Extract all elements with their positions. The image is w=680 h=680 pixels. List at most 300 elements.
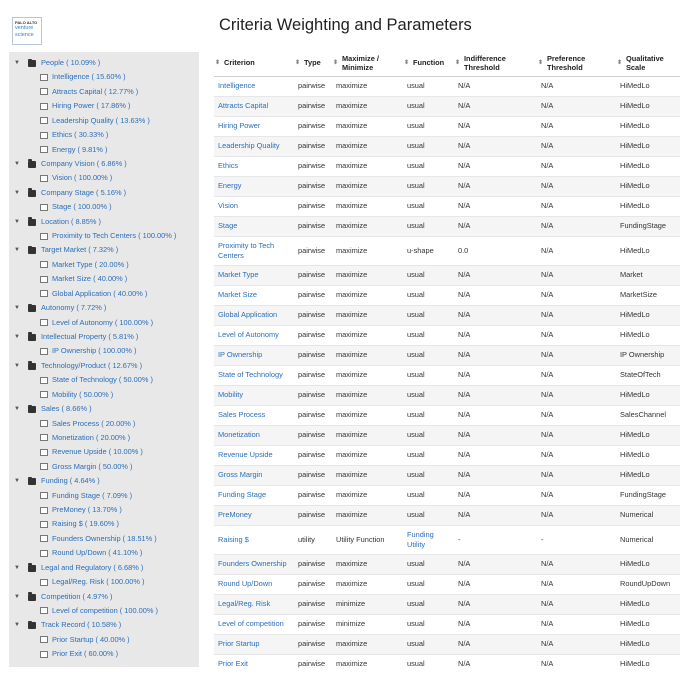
table-cell: N/A xyxy=(537,654,616,674)
table-cell: pairwise xyxy=(294,654,332,674)
table-cell: IP Ownership xyxy=(616,345,680,365)
tree-group-label[interactable]: Technology/Product ( 12.67% ) xyxy=(41,360,143,370)
table-cell: usual xyxy=(403,405,454,425)
table-cell: N/A xyxy=(537,156,616,176)
column-header-label: Indifference Threshold xyxy=(464,53,506,72)
table-cell: pairwise xyxy=(294,236,332,265)
table-cell: usual xyxy=(403,136,454,156)
table-cell: pairwise xyxy=(294,505,332,525)
table-cell: usual xyxy=(403,76,454,96)
page-title: Criteria Weighting and Parameters xyxy=(219,16,472,34)
tree-item-label[interactable]: Round Up/Down ( 41.10% ) xyxy=(52,548,143,558)
table-cell: N/A xyxy=(537,236,616,265)
criterion-link[interactable]: Level of Autonomy xyxy=(214,325,294,345)
table-cell: usual xyxy=(403,554,454,574)
column-header[interactable] xyxy=(454,50,537,76)
table-cell: usual xyxy=(403,594,454,614)
sort-icon[interactable]: ⬍ xyxy=(404,60,410,66)
table-row xyxy=(214,614,680,634)
table-cell: pairwise xyxy=(294,325,332,345)
table-row xyxy=(214,156,680,176)
table-cell: pairwise xyxy=(294,465,332,485)
table-row xyxy=(214,594,680,614)
collapse-arrow-icon[interactable]: ▼ xyxy=(14,189,20,196)
column-header[interactable] xyxy=(537,50,616,76)
tree-item-label[interactable]: Ethics ( 30.33% ) xyxy=(52,130,109,140)
document-icon xyxy=(40,290,48,297)
table-cell: N/A xyxy=(537,285,616,305)
table-cell: usual xyxy=(403,654,454,674)
criterion-link[interactable]: Attracts Capital xyxy=(214,96,294,116)
tree-item-label[interactable]: Revenue Upside ( 10.00% ) xyxy=(52,447,143,457)
table-cell: pairwise xyxy=(294,614,332,634)
table-cell: N/A xyxy=(454,196,537,216)
collapse-arrow-icon[interactable]: ▼ xyxy=(14,60,20,66)
document-icon xyxy=(40,507,48,514)
table-cell: usual xyxy=(403,505,454,525)
table-row xyxy=(214,554,680,574)
criterion-link[interactable]: State of Technology xyxy=(214,365,294,385)
table-cell: pairwise xyxy=(294,305,332,325)
table-cell: maximize xyxy=(332,156,403,176)
table-cell: usual xyxy=(403,265,454,285)
tree-group-label[interactable]: Legal and Regulatory ( 6.68% ) xyxy=(41,562,144,572)
table-cell: N/A xyxy=(537,136,616,156)
table-cell: N/A xyxy=(454,505,537,525)
criterion-link[interactable]: Proximity to Tech Centers xyxy=(214,236,294,265)
tree-item-label[interactable]: Founders Ownership ( 18.51% ) xyxy=(52,533,157,543)
tree-item-label[interactable]: Leadership Quality ( 13.63% ) xyxy=(52,115,150,125)
tree-item-label[interactable]: Vision ( 100.00% ) xyxy=(52,173,113,183)
criterion-link[interactable]: Global Application xyxy=(214,305,294,325)
table-cell: N/A xyxy=(454,265,537,285)
table-cell: maximize xyxy=(332,345,403,365)
criterion-link[interactable]: Market Type xyxy=(214,265,294,285)
tree-item-label[interactable]: State of Technology ( 50.00% ) xyxy=(52,375,153,385)
document-icon xyxy=(40,579,48,586)
table-cell: pairwise xyxy=(294,594,332,614)
collapse-arrow-icon[interactable]: ▼ xyxy=(14,218,20,225)
table-cell: usual xyxy=(403,285,454,305)
collapse-arrow-icon[interactable]: ▼ xyxy=(14,247,20,254)
tree-item-label[interactable]: Intelligence ( 15.60% ) xyxy=(52,72,126,82)
table-cell: pairwise xyxy=(294,156,332,176)
table-cell: pairwise xyxy=(294,365,332,385)
criterion-link[interactable]: IP Ownership xyxy=(214,345,294,365)
table-cell: usual xyxy=(403,116,454,136)
tree-item-label[interactable]: Legal/Reg. Risk ( 100.00% ) xyxy=(52,577,145,587)
table-header-row xyxy=(214,50,680,76)
table-cell: maximize xyxy=(332,485,403,505)
table-cell: N/A xyxy=(537,116,616,136)
table-cell: maximize xyxy=(332,216,403,236)
folder-icon xyxy=(28,594,36,601)
logo-line-2: venture xyxy=(15,25,34,31)
table-cell: HiMedLo xyxy=(616,465,680,485)
folder-icon xyxy=(28,565,36,572)
sort-icon[interactable]: ⬍ xyxy=(617,60,623,66)
criterion-link[interactable]: Level of competition xyxy=(214,614,294,634)
criterion-link[interactable]: Leadership Quality xyxy=(214,136,294,156)
table-cell: N/A xyxy=(537,305,616,325)
table-cell: SalesChannel xyxy=(616,405,680,425)
table-cell: pairwise xyxy=(294,485,332,505)
document-icon xyxy=(40,636,48,643)
table-cell: FundingStage xyxy=(616,216,680,236)
sort-icon[interactable]: ⬍ xyxy=(215,60,221,66)
criterion-link[interactable]: Vision xyxy=(214,196,294,216)
table-row xyxy=(214,116,680,136)
table-cell: usual xyxy=(403,96,454,116)
criterion-link[interactable]: Sales Process xyxy=(214,405,294,425)
criteria-tree xyxy=(9,52,199,667)
document-icon xyxy=(40,492,48,499)
tree-item-label[interactable]: Market Type ( 20.00% ) xyxy=(52,259,129,269)
document-icon xyxy=(40,607,48,614)
table-cell: pairwise xyxy=(294,116,332,136)
tree-item-label[interactable]: Level of Autonomy ( 100.00% ) xyxy=(52,317,154,327)
table-cell: pairwise xyxy=(294,176,332,196)
table-cell: HiMedLo xyxy=(616,385,680,405)
criterion-link[interactable]: Market Size xyxy=(214,285,294,305)
table-cell: N/A xyxy=(537,76,616,96)
table-cell: maximize xyxy=(332,405,403,425)
tree-group-label[interactable]: Location ( 8.85% ) xyxy=(41,216,101,226)
folder-icon xyxy=(28,334,36,341)
table-cell: Market xyxy=(616,265,680,285)
criterion-link[interactable]: Intelligence xyxy=(214,76,294,96)
table-cell: usual xyxy=(403,485,454,505)
table-cell: maximize xyxy=(332,236,403,265)
document-icon xyxy=(40,319,48,326)
criterion-link[interactable]: Hiring Power xyxy=(214,116,294,136)
table-cell: N/A xyxy=(537,634,616,654)
table-row xyxy=(214,136,680,156)
table-cell: N/A xyxy=(454,176,537,196)
table-row xyxy=(214,305,680,325)
tree-group-label[interactable]: Target Market ( 7.32% ) xyxy=(41,245,119,255)
table-row xyxy=(214,76,680,96)
table-cell: N/A xyxy=(537,176,616,196)
tree-group-label[interactable]: Funding ( 4.64% ) xyxy=(41,476,100,486)
table-cell: N/A xyxy=(537,554,616,574)
table-row xyxy=(214,485,680,505)
document-icon xyxy=(40,348,48,355)
document-icon xyxy=(40,521,48,528)
table-cell: N/A xyxy=(454,485,537,505)
table-row xyxy=(214,325,680,345)
table-cell: pairwise xyxy=(294,285,332,305)
tree-group-label[interactable]: Track Record ( 10.58% ) xyxy=(41,620,122,630)
criterion-link[interactable]: Raising $ xyxy=(214,525,294,554)
criterion-link[interactable]: Legal/Reg. Risk xyxy=(214,594,294,614)
table-cell: pairwise xyxy=(294,634,332,654)
table-cell: N/A xyxy=(454,405,537,425)
column-header[interactable] xyxy=(294,50,332,76)
table-cell: N/A xyxy=(454,554,537,574)
collapse-arrow-icon[interactable]: ▼ xyxy=(14,564,20,571)
tree-item-label[interactable]: Gross Margin ( 50.00% ) xyxy=(52,461,133,471)
table-row xyxy=(214,96,680,116)
table-cell: pairwise xyxy=(294,425,332,445)
table-cell: HiMedLo xyxy=(616,136,680,156)
table-cell: N/A xyxy=(454,365,537,385)
document-icon xyxy=(40,233,48,240)
document-icon xyxy=(40,117,48,124)
tree-group-label[interactable]: Competition ( 4.97% ) xyxy=(41,591,113,601)
criterion-link[interactable]: Round Up/Down xyxy=(214,574,294,594)
table-cell: N/A xyxy=(454,285,537,305)
criterion-link[interactable]: Founders Ownership xyxy=(214,554,294,574)
collapse-arrow-icon[interactable]: ▼ xyxy=(14,362,20,369)
tree-item-label[interactable]: Mobility ( 50.00% ) xyxy=(52,389,114,399)
tree-item-label[interactable]: Monetization ( 20.00% ) xyxy=(52,432,131,442)
table-row xyxy=(214,465,680,485)
table-cell: N/A xyxy=(537,96,616,116)
collapse-arrow-icon[interactable]: ▼ xyxy=(14,622,20,629)
table-cell: maximize xyxy=(332,445,403,465)
document-icon xyxy=(40,175,48,182)
table-cell: maximize xyxy=(332,365,403,385)
document-icon xyxy=(40,391,48,398)
table-cell: N/A xyxy=(454,594,537,614)
folder-icon xyxy=(28,406,36,413)
tree-group-label[interactable]: Sales ( 8.66% ) xyxy=(41,404,92,414)
collapse-arrow-icon[interactable]: ▼ xyxy=(14,305,20,312)
table-cell: maximize xyxy=(332,325,403,345)
table-row xyxy=(214,634,680,654)
table-cell: maximize xyxy=(332,425,403,445)
table-cell: N/A xyxy=(537,614,616,634)
table-cell: Numerical xyxy=(616,505,680,525)
tree-item-label[interactable]: IP Ownership ( 100.00% ) xyxy=(52,346,137,356)
tree-item-label[interactable]: Level of competition ( 100.00% ) xyxy=(52,605,158,615)
table-cell: HiMedLo xyxy=(616,654,680,674)
criterion-link[interactable]: Prior Startup xyxy=(214,634,294,654)
table-cell: RoundUpDown xyxy=(616,574,680,594)
criterion-link[interactable]: Stage xyxy=(214,216,294,236)
tree-group-label[interactable]: Autonomy ( 7.72% ) xyxy=(41,303,107,313)
table-cell: N/A xyxy=(454,76,537,96)
document-icon xyxy=(40,535,48,542)
table-cell: N/A xyxy=(537,574,616,594)
document-icon xyxy=(40,276,48,283)
table-cell: N/A xyxy=(537,345,616,365)
column-header-label: Preference Threshold xyxy=(547,53,586,72)
tree-item-label[interactable]: Funding Stage ( 7.09% ) xyxy=(52,490,133,500)
table-cell: usual xyxy=(403,305,454,325)
column-header[interactable] xyxy=(332,50,403,76)
tree-item-label[interactable]: Global Application ( 40.00% ) xyxy=(52,288,148,298)
column-header[interactable] xyxy=(214,50,294,76)
table-cell: usual xyxy=(403,634,454,654)
table-cell: usual xyxy=(403,445,454,465)
criterion-link[interactable]: Revenue Upside xyxy=(214,445,294,465)
table-cell: usual xyxy=(403,176,454,196)
table-row xyxy=(214,365,680,385)
table-cell: N/A xyxy=(537,216,616,236)
collapse-arrow-icon[interactable]: ▼ xyxy=(14,593,20,600)
table-cell: N/A xyxy=(454,116,537,136)
table-cell: N/A xyxy=(454,425,537,445)
document-icon xyxy=(40,463,48,470)
table-cell: N/A xyxy=(537,365,616,385)
logo xyxy=(12,17,42,45)
table-cell: HiMedLo xyxy=(616,305,680,325)
criterion-link[interactable]: Mobility xyxy=(214,385,294,405)
tree-item-label[interactable]: Sales Process ( 20.00% ) xyxy=(52,418,136,428)
document-icon xyxy=(40,146,48,153)
table-cell: N/A xyxy=(537,325,616,345)
tree-item-label[interactable]: Attracts Capital ( 12.77% ) xyxy=(52,86,139,96)
tree-item-label[interactable]: Market Size ( 40.00% ) xyxy=(52,274,128,284)
column-header[interactable] xyxy=(403,50,454,76)
tree-item-label[interactable]: Raising $ ( 19.60% ) xyxy=(52,519,119,529)
table-cell: minimize xyxy=(332,594,403,614)
table-cell: maximize xyxy=(332,176,403,196)
table-row xyxy=(214,505,680,525)
table-cell: maximize xyxy=(332,116,403,136)
table-row xyxy=(214,176,680,196)
table-cell: N/A xyxy=(454,614,537,634)
folder-icon xyxy=(28,190,36,197)
table-cell: maximize xyxy=(332,285,403,305)
table-cell: MarketSize xyxy=(616,285,680,305)
table-body xyxy=(214,76,680,674)
table-cell: maximize xyxy=(332,574,403,594)
document-icon xyxy=(40,88,48,95)
document-icon xyxy=(40,103,48,110)
document-icon xyxy=(40,261,48,268)
column-header-label: Type xyxy=(304,58,321,68)
document-icon xyxy=(40,377,48,384)
table-cell: HiMedLo xyxy=(616,425,680,445)
table-cell: maximize xyxy=(332,554,403,574)
table-cell: usual xyxy=(403,325,454,345)
table-cell: maximize xyxy=(332,136,403,156)
column-header-label: Maximize / Minimize xyxy=(342,53,379,72)
table-cell: u-shape xyxy=(403,236,454,265)
table-cell: pairwise xyxy=(294,196,332,216)
folder-icon xyxy=(28,219,36,226)
collapse-arrow-icon[interactable]: ▼ xyxy=(14,406,20,413)
collapse-arrow-icon[interactable]: ▼ xyxy=(14,333,20,340)
table-cell: maximize xyxy=(332,265,403,285)
tree-group-label[interactable]: Company Vision ( 6.86% ) xyxy=(41,158,127,168)
criteria-table-wrap xyxy=(214,50,680,674)
table-cell: pairwise xyxy=(294,405,332,425)
table-cell: StateOfTech xyxy=(616,365,680,385)
table-cell: N/A xyxy=(454,156,537,176)
sort-icon[interactable]: ⬍ xyxy=(295,60,301,66)
tree-group-label[interactable]: Company Stage ( 5.16% ) xyxy=(41,187,127,197)
document-icon xyxy=(40,132,48,139)
table-cell: N/A xyxy=(454,345,537,365)
table-cell: N/A xyxy=(454,96,537,116)
tree-item-label[interactable]: Prior Startup ( 40.00% ) xyxy=(52,634,130,644)
table-cell: usual xyxy=(403,156,454,176)
collapse-arrow-icon[interactable]: ▼ xyxy=(14,478,20,485)
table-row xyxy=(214,216,680,236)
table-cell: usual xyxy=(403,614,454,634)
table-row xyxy=(214,405,680,425)
document-icon xyxy=(40,74,48,81)
criterion-link[interactable]: Gross Margin xyxy=(214,465,294,485)
table-cell: maximize xyxy=(332,385,403,405)
criterion-link[interactable]: Energy xyxy=(214,176,294,196)
table-cell: usual xyxy=(403,196,454,216)
function-link[interactable]: Funding Utility xyxy=(403,525,454,554)
document-icon xyxy=(40,651,48,658)
table-cell: N/A xyxy=(537,505,616,525)
criterion-link[interactable]: Ethics xyxy=(214,156,294,176)
table-cell: pairwise xyxy=(294,385,332,405)
sort-icon[interactable]: ⬍ xyxy=(455,60,461,66)
table-cell: pairwise xyxy=(294,216,332,236)
table-cell: HiMedLo xyxy=(616,176,680,196)
table-cell: pairwise xyxy=(294,76,332,96)
tree-item-label[interactable]: Proximity to Tech Centers ( 100.00% ) xyxy=(52,231,177,241)
table-cell: maximize xyxy=(332,465,403,485)
tree-group-label[interactable]: People ( 10.09% ) xyxy=(41,58,101,67)
table-cell: maximize xyxy=(332,634,403,654)
sort-icon[interactable]: ⬍ xyxy=(538,60,544,66)
table-cell: pairwise xyxy=(294,96,332,116)
table-cell: FundingStage xyxy=(616,485,680,505)
table-cell: maximize xyxy=(332,76,403,96)
tree-group-label[interactable]: Intellectual Property ( 5.81% ) xyxy=(41,331,139,341)
table-cell: HiMedLo xyxy=(616,156,680,176)
table-row xyxy=(214,345,680,365)
table-cell: usual xyxy=(403,365,454,385)
column-header-label: Qualitative Scale xyxy=(626,53,664,72)
table-cell: N/A xyxy=(454,574,537,594)
table-cell: - xyxy=(454,525,537,554)
table-cell: maximize xyxy=(332,305,403,325)
tree-item-label[interactable]: Hiring Power ( 17.86% ) xyxy=(52,101,131,111)
table-cell: N/A xyxy=(537,425,616,445)
tree-item-label[interactable]: PreMoney ( 13.70% ) xyxy=(52,505,122,515)
criterion-link[interactable]: PreMoney xyxy=(214,505,294,525)
collapse-arrow-icon[interactable]: ▼ xyxy=(14,160,20,167)
table-cell: N/A xyxy=(537,445,616,465)
table-cell: HiMedLo xyxy=(616,76,680,96)
table-cell: pairwise xyxy=(294,265,332,285)
tree-item-label[interactable]: Energy ( 9.81% ) xyxy=(52,144,108,154)
table-cell: HiMedLo xyxy=(616,116,680,136)
table-cell: HiMedLo xyxy=(616,634,680,654)
table-cell: N/A xyxy=(454,305,537,325)
document-icon xyxy=(40,434,48,441)
table-cell: Utility Function xyxy=(332,525,403,554)
criterion-link[interactable]: Monetization xyxy=(214,425,294,445)
table-cell: maximize xyxy=(332,505,403,525)
criterion-link[interactable]: Prior Exit xyxy=(214,654,294,674)
table-cell: N/A xyxy=(537,385,616,405)
sort-icon[interactable]: ⬍ xyxy=(333,60,339,66)
tree-item-label[interactable]: Stage ( 100.00% ) xyxy=(52,202,112,212)
table-cell: N/A xyxy=(454,465,537,485)
table-cell: usual xyxy=(403,385,454,405)
table-cell: N/A xyxy=(537,465,616,485)
table-cell: maximize xyxy=(332,654,403,674)
tree-item-label[interactable]: Prior Exit ( 60.00% ) xyxy=(52,649,119,659)
column-header[interactable] xyxy=(616,50,680,76)
folder-icon xyxy=(28,622,36,629)
criterion-link[interactable]: Funding Stage xyxy=(214,485,294,505)
table-row xyxy=(214,385,680,405)
table-cell: maximize xyxy=(332,96,403,116)
